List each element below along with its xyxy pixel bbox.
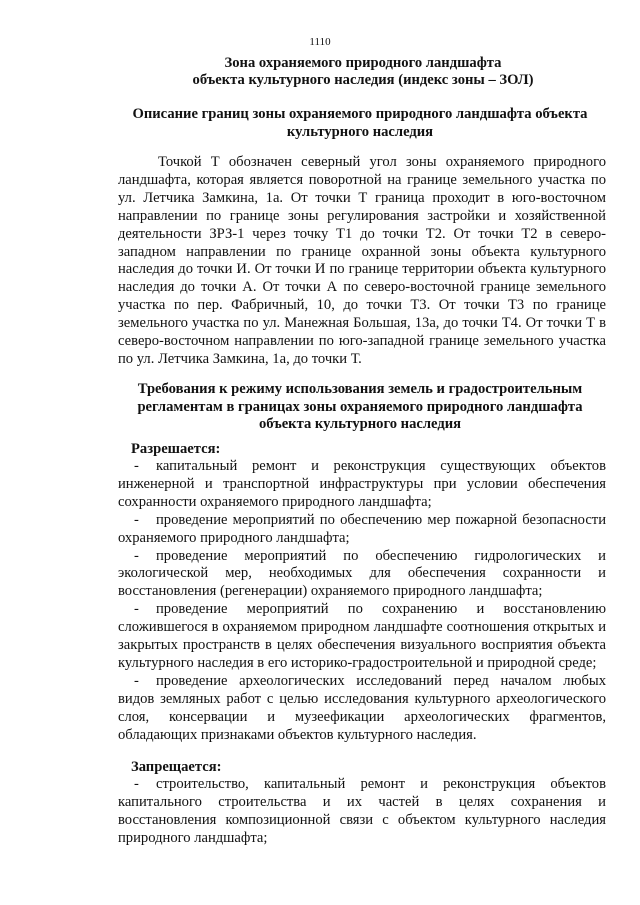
forbidden-heading: Запрещается: [131,759,222,775]
forbidden-item-text: строительство, капитальный ремонт и реконструкция объектов капитального строительства и их частей в целях сохранения и восстановления композиционной связи с объектом культурного наследия природного ландшафта; [118,776,606,846]
list-item [118,776,606,848]
document-title-line-1: Зона охраняемого природного ландшафта [224,55,502,71]
list-dash: - [134,511,139,528]
list-dash: - [134,601,139,618]
allowed-item-text: проведение мероприятий по обеспечению гидрологических и экологической мер, необходимых для обеспечения сохранности и восстановления (регенерации) охраняемого природного ландшафта; [118,547,606,600]
forbidden-list [118,776,606,848]
description-heading-line-1: Описание границ зоны охраняемого природного ландшафта объекта [132,106,588,122]
list-item [118,512,606,548]
requirements-heading-line-1: Требования к режиму использования земель и градостроительным [137,381,583,397]
allowed-item-text: проведение археологических исследований перед началом любых видов земляных работ с целью исследования культурного археологического слоя, консервации и музеефикации археологических фрагментов, обладающих признаками объектов культурного наследия. [118,672,606,743]
allowed-item-text: проведение мероприятий по обеспечению мер пожарной безопасности охраняемого природного ландшафта; [118,511,606,546]
description-heading [110,106,610,141]
list-item [118,601,606,673]
document-title-line-2: объекта культурного наследия (индекс зоны – ЗОЛ) [192,72,534,88]
list-dash: - [134,458,139,474]
list-dash: - [134,776,139,792]
list-item [118,548,606,602]
document-title [130,55,596,89]
list-item [118,458,606,512]
list-dash: - [134,672,139,689]
requirements-heading [110,381,610,434]
requirements-heading-line-3: объекта культурного наследия [258,416,462,432]
boundary-description [118,154,606,369]
description-heading-line-2: культурного наследия [286,123,434,140]
page-number: 1110 [309,36,331,48]
list-item [118,673,606,745]
list-dash: - [134,547,139,564]
allowed-item-text: капитальный ремонт и реконструкция существующих объектов инженерной и транспортной инфраструктуры при условии обеспечения сохранности охраняемого природного ландшафта; [118,458,606,510]
boundary-description-text: Точкой Т обозначен северный угол зоны охраняемого природного ландшафта, которая является поворотной на границе земельного участка по ул. Летчика Замкина, 1а. От точки Т граница проходит в юго-восточном направлении по границе зоны регулирования застройки и хозяйственной деятельности ЗРЗ-1 через точку Т1 до точки Т2. От точки Т2 в северо-западном направлении по границе охранной зоны объекта культурного наследия до точки И. От точки И по границе территории объекта культурного наследия до точки А. От точки А по северо-восточной границе земельного участка по пер. Фабричный, 10, до точки Т3. От точки Т3 по границе земельного участка по ул. Манежная Большая, 13а, до точки Т4. От точки Т в северо-восточном направлении по юго-западной границе земельного участка по ул. Летчика Замкина, 1а, до точки Т. [118,154,606,367]
requirements-heading-line-2: регламентам в границах зоны охраняемого природного ландшафта [137,398,583,415]
allowed-heading: Разрешается: [131,441,221,457]
allowed-item-text: проведение мероприятий по сохранению и восстановлению сложившегося в охраняемом природном ландшафте соотношения открытых и закрытых пространств в целях обеспечения визуального восприятия объекта культурного наследия в его историко-градостроительной и природной среде; [118,601,606,671]
allowed-list [118,458,606,745]
